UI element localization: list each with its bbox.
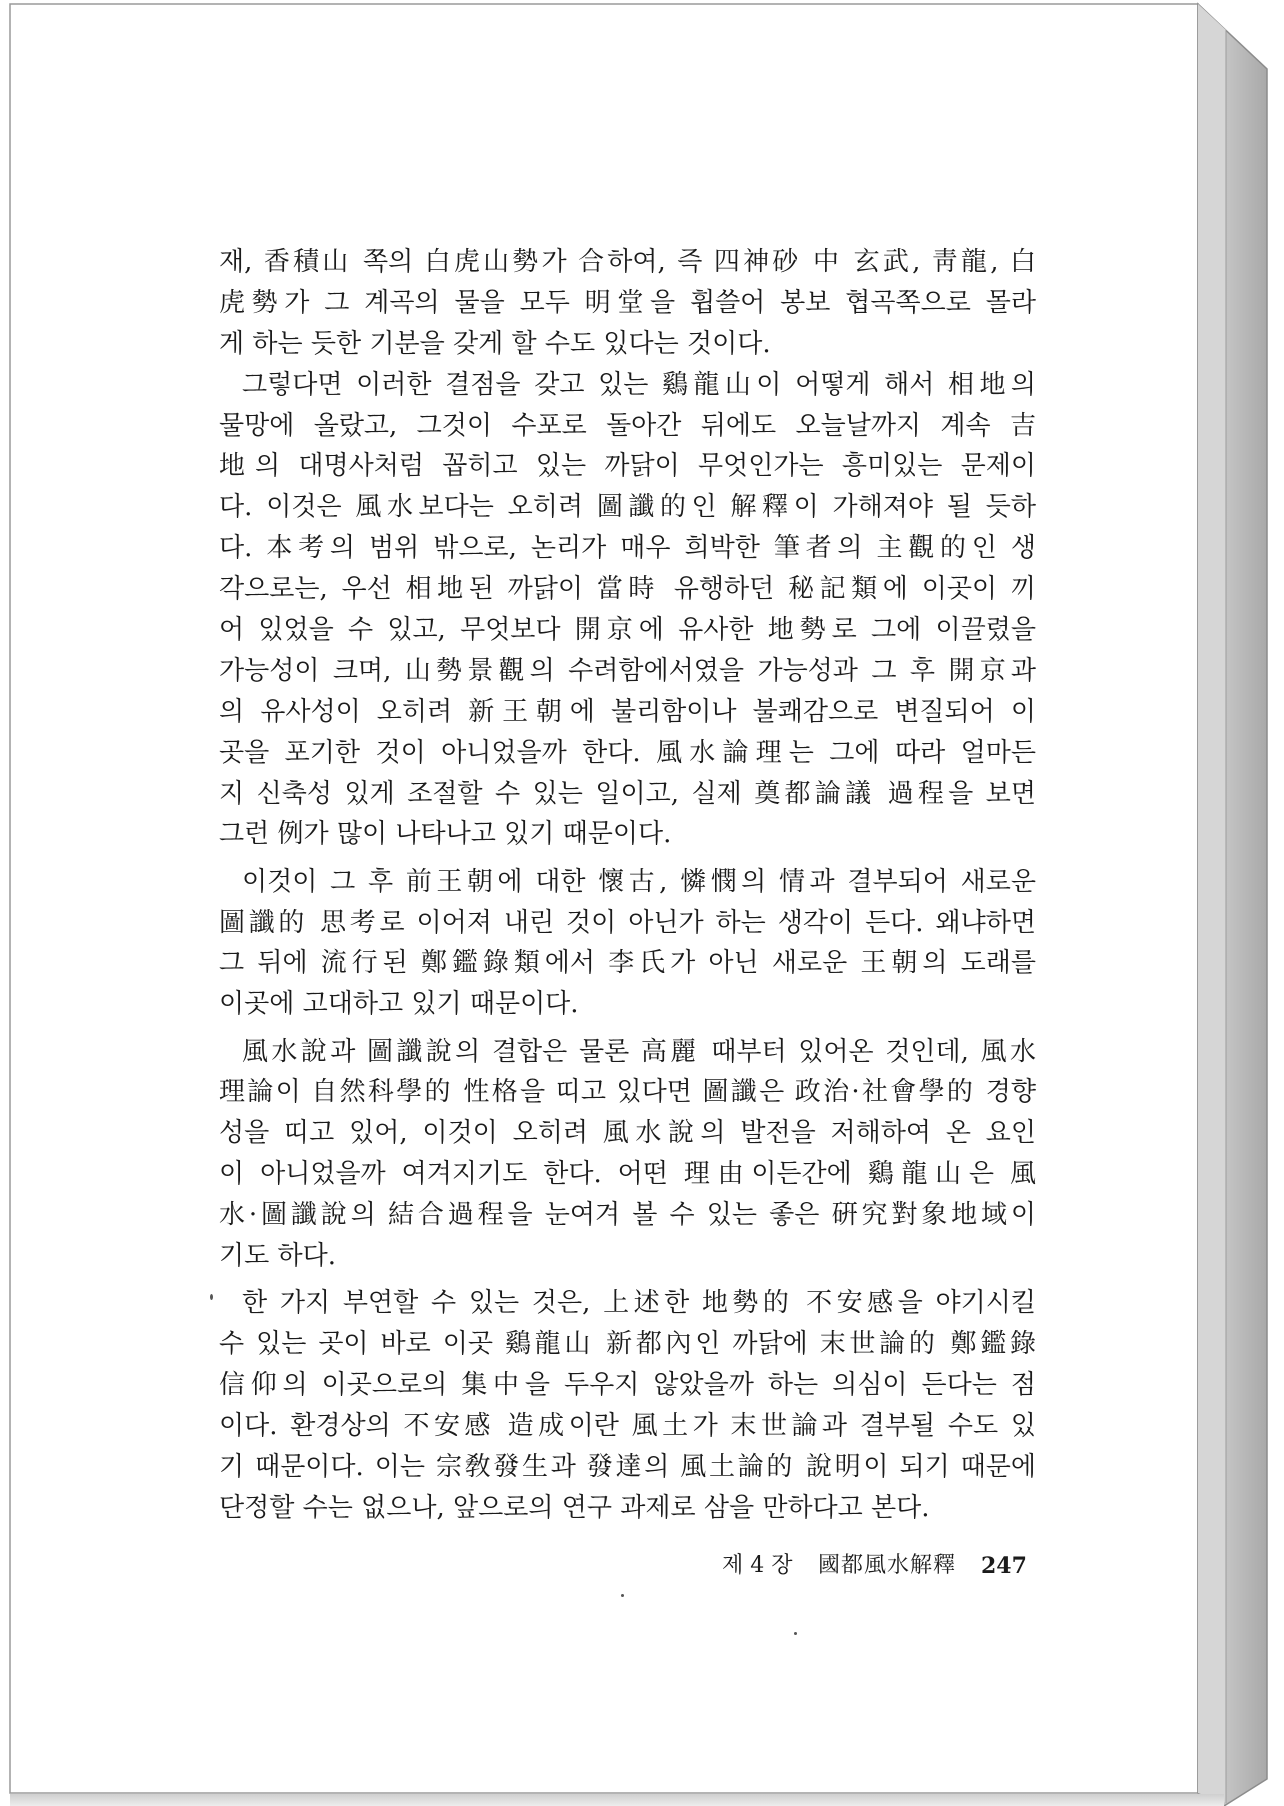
paragraph (219, 242, 1036, 365)
text-line: 이다. 환경상의 不安感 造成이란 風土가 末世論과 결부될 수도 있 (219, 1410, 1036, 1441)
paragraph (219, 1283, 1036, 1528)
text-line: 각으로는, 우선 相地된 까닭이 當時 유행하던 秘記類에 이곳이 끼 (219, 574, 1036, 605)
text-line: 수 있는 곳이 바로 이곳 鷄龍山 新都內인 까닭에 末世論的 鄭鑑錄 (219, 1329, 1036, 1360)
chapter-label: 제 4 장 (722, 1553, 793, 1578)
page-body-text (219, 242, 1036, 1529)
text-line: 虎勢가 그 계곡의 물을 모두 明堂을 휩쓸어 봉보 협곡쪽으로 몰라 (219, 287, 1036, 318)
scan-speck (794, 1632, 797, 1635)
scan-speck (621, 1594, 624, 1597)
text-line: 어 있었을 수 있고, 무엇보다 開京에 유사한 地勢로 그에 이끌렸을 (219, 615, 1036, 646)
text-line: 단정할 수는 없으나, 앞으로의 연구 과제로 삼을 만하다고 본다. (219, 1492, 930, 1523)
text-line: 가능성이 크며, 山勢景觀의 수려함에서였을 가능성과 그 후 開京과 (219, 655, 1036, 686)
text-line: 기 때문이다. 이는 宗敎發生과 發達의 風土論的 說明이 되기 때문에 (219, 1451, 1036, 1482)
text-line: 그런 例가 많이 나타나고 있기 때문이다. (219, 819, 672, 850)
text-line: 水·圖讖說의 結合過程을 눈여겨 볼 수 있는 좋은 硏究對象地域이 (219, 1200, 1036, 1231)
text-line: 지 신축성 있게 조절할 수 있는 일이고, 실제 奠都論議 過程을 보면 (219, 778, 1036, 809)
text-line: 圖讖的 思考로 이어져 내린 것이 아닌가 하는 생각이 든다. 왜냐하면 (219, 907, 1036, 938)
text-line: 地의 대명사처럼 꼽히고 있는 까닭이 무엇인가는 흥미있는 문제이 (219, 451, 1036, 482)
text-line: 다. 本考의 범위 밖으로, 논리가 매우 희박한 筆者의 主觀的인 생 (219, 533, 1036, 564)
text-line: 게 하는 듯한 기분을 갖게 할 수도 있다는 것이다. (219, 328, 771, 359)
text-line: 理論이 自然科學的 性格을 띠고 있다면 圖讖은 政治·社會學的 경향 (219, 1077, 1036, 1108)
text-line: 이 아니었을까 여겨지기도 한다. 어떤 理由이든간에 鷄龍山은 風 (219, 1159, 1036, 1190)
text-line: 그렇다면 이러한 결점을 갖고 있는 鷄龍山이 어떻게 해서 相地의 (242, 369, 1036, 400)
chapter-title: 國都風水解釋 (818, 1553, 957, 1578)
page-number: 247 (981, 1553, 1027, 1579)
text-line: 재, 香積山 쪽의 白虎山勢가 合하여, 즉 四神砂 中 玄武, 靑龍, 白 (219, 247, 1036, 277)
text-line: 의 유사성이 오히려 新王朝에 불리함이나 불쾌감으로 변질되어 이 (219, 696, 1036, 727)
text-line: 기도 하다. (219, 1240, 336, 1271)
text-line: 信仰의 이곳으로의 集中을 두우지 않았을까 하는 의심이 든다는 점 (219, 1369, 1036, 1400)
text-line: 다. 이것은 風水보다는 오히려 圖讖的인 解釋이 가해져야 될 듯하 (219, 492, 1036, 523)
paragraph (219, 365, 1036, 856)
paragraph (219, 1032, 1036, 1277)
text-line: 이것이 그 후 前王朝에 대한 懷古, 憐憫의 情과 결부되어 새로운 (242, 866, 1036, 897)
text-line: 그 뒤에 流行된 鄭鑑錄類에서 李氏가 아닌 새로운 王朝의 도래를 (219, 948, 1036, 979)
scan-speck (210, 1294, 213, 1300)
text-line: 곳을 포기한 것이 아니었을까 한다. 風水論理는 그에 따라 얼마든 (219, 737, 1036, 768)
text-line: 성을 띠고 있어, 이것이 오히려 風水說의 발전을 저해하여 온 요인 (219, 1118, 1036, 1149)
text-line: 風水說과 圖讖說의 결합은 물론 高麗 때부터 있어온 것인데, 風水 (242, 1036, 1036, 1067)
text-line: 한 가지 부연할 수 있는 것은, 上述한 地勢的 不安感을 야기시킬 (242, 1288, 1036, 1319)
text-line: 이곳에 고대하고 있기 때문이다. (219, 989, 579, 1020)
paragraph (219, 862, 1036, 1026)
text-line: 물망에 올랐고, 그것이 수포로 돌아간 뒤에도 오늘날까지 계속 吉 (219, 410, 1036, 441)
